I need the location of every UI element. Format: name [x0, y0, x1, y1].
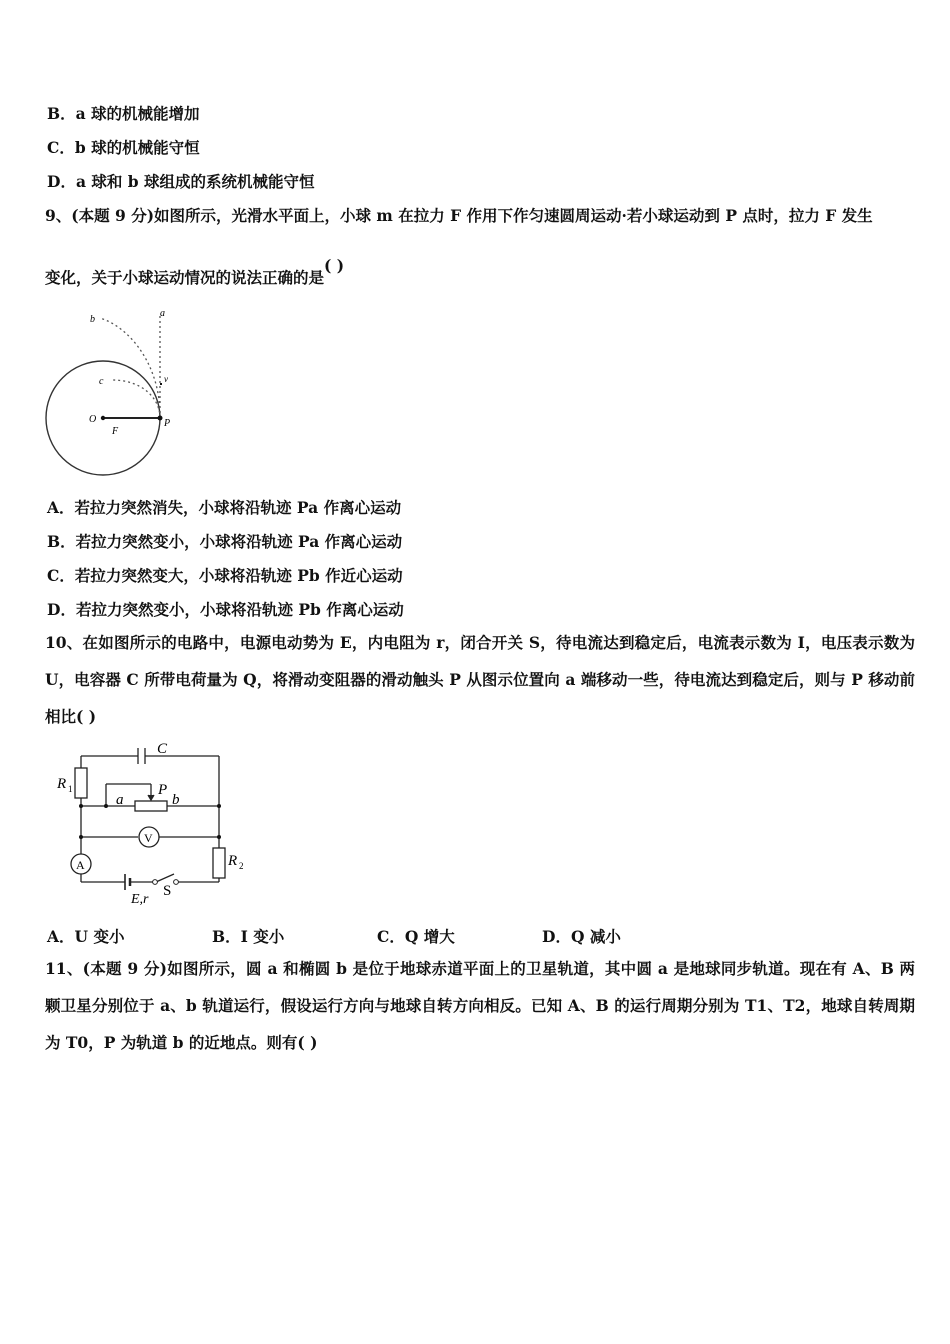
label-s: S	[163, 883, 172, 899]
label-er: E,r	[131, 892, 149, 907]
q9-answer-bracket: ( )	[324, 256, 345, 275]
label-ammeter: A	[76, 858, 85, 872]
label-o: O	[89, 414, 97, 425]
q9-option-b: B．若拉力突然变小，小球将沿轨迹 Pa 作离心运动	[47, 532, 403, 551]
q9-stem-line2	[45, 256, 345, 288]
q8-option-d: D．a 球和 b 球组成的系统机械能守恒	[47, 172, 315, 191]
label-a: a	[160, 308, 165, 319]
label-a: a	[116, 792, 124, 808]
label-c: C	[157, 741, 168, 757]
resistor-r2	[213, 848, 225, 878]
ball-dot	[158, 416, 163, 421]
label-c: c	[99, 376, 104, 387]
label-p: P	[158, 782, 168, 798]
rheostat	[135, 801, 167, 811]
label-r2: R	[228, 853, 238, 869]
q9-option-c: C．若拉力突然变大，小球将沿轨迹 Pb 作近心运动	[47, 566, 403, 585]
q9-circular-motion-figure	[40, 300, 190, 490]
q11-stem: 11、(本题 9 分)如图所示，圆 a 和椭圆 b 是位于地球赤道平面上的卫星轨道，其中圆 a 是地球同步轨道。现在有 A、B 两颗卫星分别位于 a、b 轨道运行，假设运行方向与地球自转方向相反。已知 A、B 的运行周期分别为 T1、T2，地球自转周期为 T0，P 为轨道 b 的近地点。则有( )	[45, 959, 915, 1052]
label-v: V	[144, 831, 153, 845]
resistor-r1	[75, 768, 87, 798]
q10-circuit-figure	[50, 738, 260, 908]
label-b: b	[90, 314, 95, 325]
q9-option-d: D．若拉力突然变小，小球将沿轨迹 Pb 作离心运动	[47, 600, 404, 619]
q8-option-c: C．b 球的机械能守恒	[47, 138, 200, 157]
path-c	[112, 380, 160, 418]
q10-stem: 10、在如图所示的电路中，电源电动势为 E，内电阻为 r，闭合开关 S，待电流达到稳定后，电流表示数为 I，电压表示数为 U，电容器 C 所带电荷量为 Q，将滑动变阻器的滑动触头 P 从图示位置向 a 端移动一些，待电流达到稳定后，则与 P 移动前相比( )	[45, 633, 915, 726]
q9-option-a: A．若拉力突然消失，小球将沿轨迹 Pa 作离心运动	[47, 498, 402, 517]
q9-stem-text: 变化，关于小球运动情况的说法正确的是	[45, 268, 325, 287]
label-p: P	[164, 418, 171, 429]
q8-option-b: B．a 球的机械能增加	[47, 104, 200, 123]
q10-option-c: C．Q 增大	[377, 927, 455, 946]
label-b: b	[172, 792, 180, 808]
q10-option-d: D．Q 减小	[542, 927, 621, 946]
label-r1-sub: 1	[68, 784, 73, 794]
label-r1: R	[57, 776, 67, 792]
label-r2-sub: 2	[239, 861, 244, 871]
center-dot	[101, 416, 105, 420]
q9-stem-line1: 9、(本题 9 分)如图所示，光滑水平面上，小球 m 在拉力 F 作用下作匀速圆周运动·若小球运动到 P 点时，拉力 F 发生	[45, 206, 873, 225]
label-f: F	[112, 426, 119, 437]
q10-option-b: B．I 变小	[212, 927, 285, 946]
q10-option-a: A．U 变小	[47, 927, 125, 946]
label-v: v	[164, 374, 168, 384]
